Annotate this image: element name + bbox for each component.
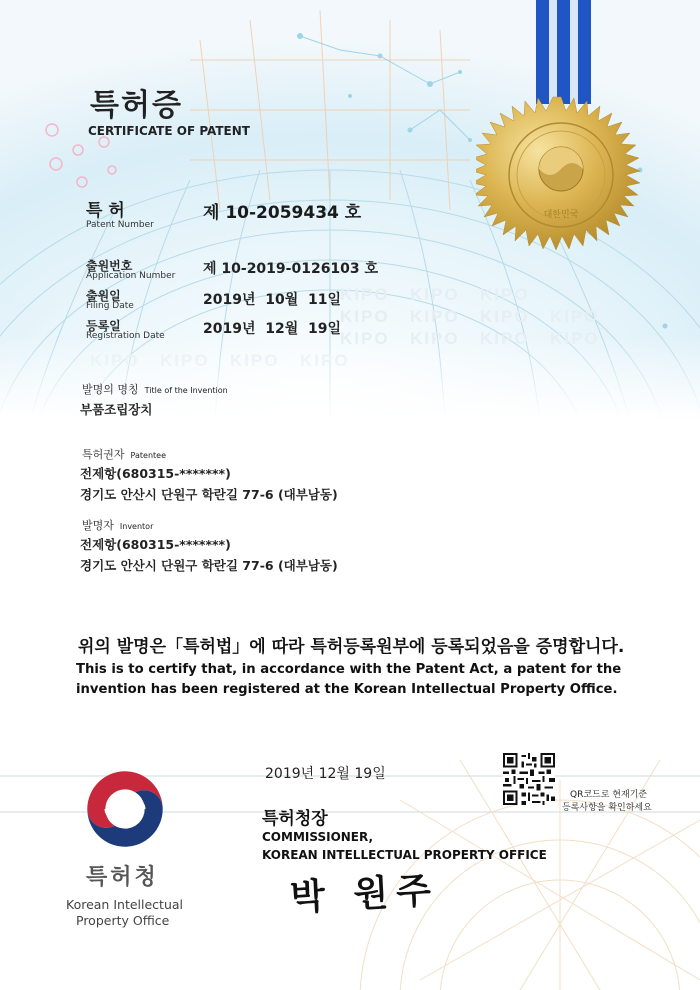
commissioner-title-en-line2: KOREAN INTELLECTUAL PROPERTY OFFICE (262, 848, 547, 862)
patent-label: 특 허 (86, 201, 125, 221)
invention-title-label (82, 381, 228, 397)
certificate-title: 특허증 (90, 88, 183, 123)
certificate-title-en: CERTIFICATE OF PATENT (88, 124, 250, 138)
patentee-label-ko: 특허권자 (82, 448, 125, 461)
gold-seal (476, 95, 646, 265)
filing-date-label-en: Filing Date (86, 301, 134, 311)
certification-statement-en: This is to certify that, in accordance with the Patent Act, a patent for the invention has been registered at the Korean Intellectual Property Office. (76, 662, 622, 697)
patent-label-en: Patent Number (86, 220, 154, 230)
inventor-label-en: Inventor (119, 522, 154, 531)
qr-note-line1: QR코드로 현재기준 (570, 790, 648, 800)
registration-date-label-en: Registration Date (86, 331, 165, 341)
invention-title-label-ko: 발명의 명칭 (82, 383, 139, 396)
invention-title: 부품조립장치 (80, 402, 153, 417)
filing-date: 2019년 10월 11일 (203, 292, 341, 308)
patentee-name: 전제항(680315-*******) (80, 466, 231, 481)
ribbon (534, 0, 594, 110)
office-name-en-line2: Property Office (76, 913, 170, 928)
application-label-en: Application Number (86, 271, 176, 281)
patent-number: 제 10-2059434 호 (203, 203, 362, 223)
office-name: 특허청 (86, 865, 159, 890)
svg-text:대한민국: 대한민국 (543, 210, 579, 220)
application-number: 제 10-2019-0126103 호 (203, 261, 379, 277)
inventor-name: 전제항(680315-*******) (80, 537, 231, 552)
commissioner-title: 특허청장 (262, 809, 328, 829)
inventor-address: 경기도 안산시 단원구 학란길 77-6 (대부남동) (80, 558, 338, 573)
commissioner-title-en-line1: COMMISSIONER, (262, 830, 374, 844)
qr-note-line2: 등록사항을 확인하세요 (562, 803, 652, 813)
kipo-logo-icon (84, 768, 166, 850)
registration-date: 2019년 12월 19일 (203, 321, 341, 337)
issue-date: 2019년 12월 19일 (265, 766, 386, 782)
patentee-label (82, 446, 166, 462)
certification-statement-ko: 위의 발명은「특허법」에 따라 특허등록원부에 등록되었음을 증명합니다. (78, 637, 625, 657)
invention-title-label-en: Title of the Invention (144, 386, 228, 395)
registration-date-label: 등록일 (86, 319, 121, 333)
filing-date-label: 출원일 (86, 289, 121, 303)
office-name-en-line1: Korean Intellectual (66, 897, 183, 912)
inventor-label-ko: 발명자 (82, 519, 114, 532)
qr-code-icon[interactable] (503, 753, 555, 805)
commissioner-signature: 박 원주 (289, 869, 441, 919)
inventor-label (82, 517, 153, 533)
patentee-address: 경기도 안산시 단원구 학란길 77-6 (대부남동) (80, 487, 338, 502)
application-label: 출원번호 (86, 259, 133, 273)
patentee-label-en: Patentee (130, 451, 166, 460)
